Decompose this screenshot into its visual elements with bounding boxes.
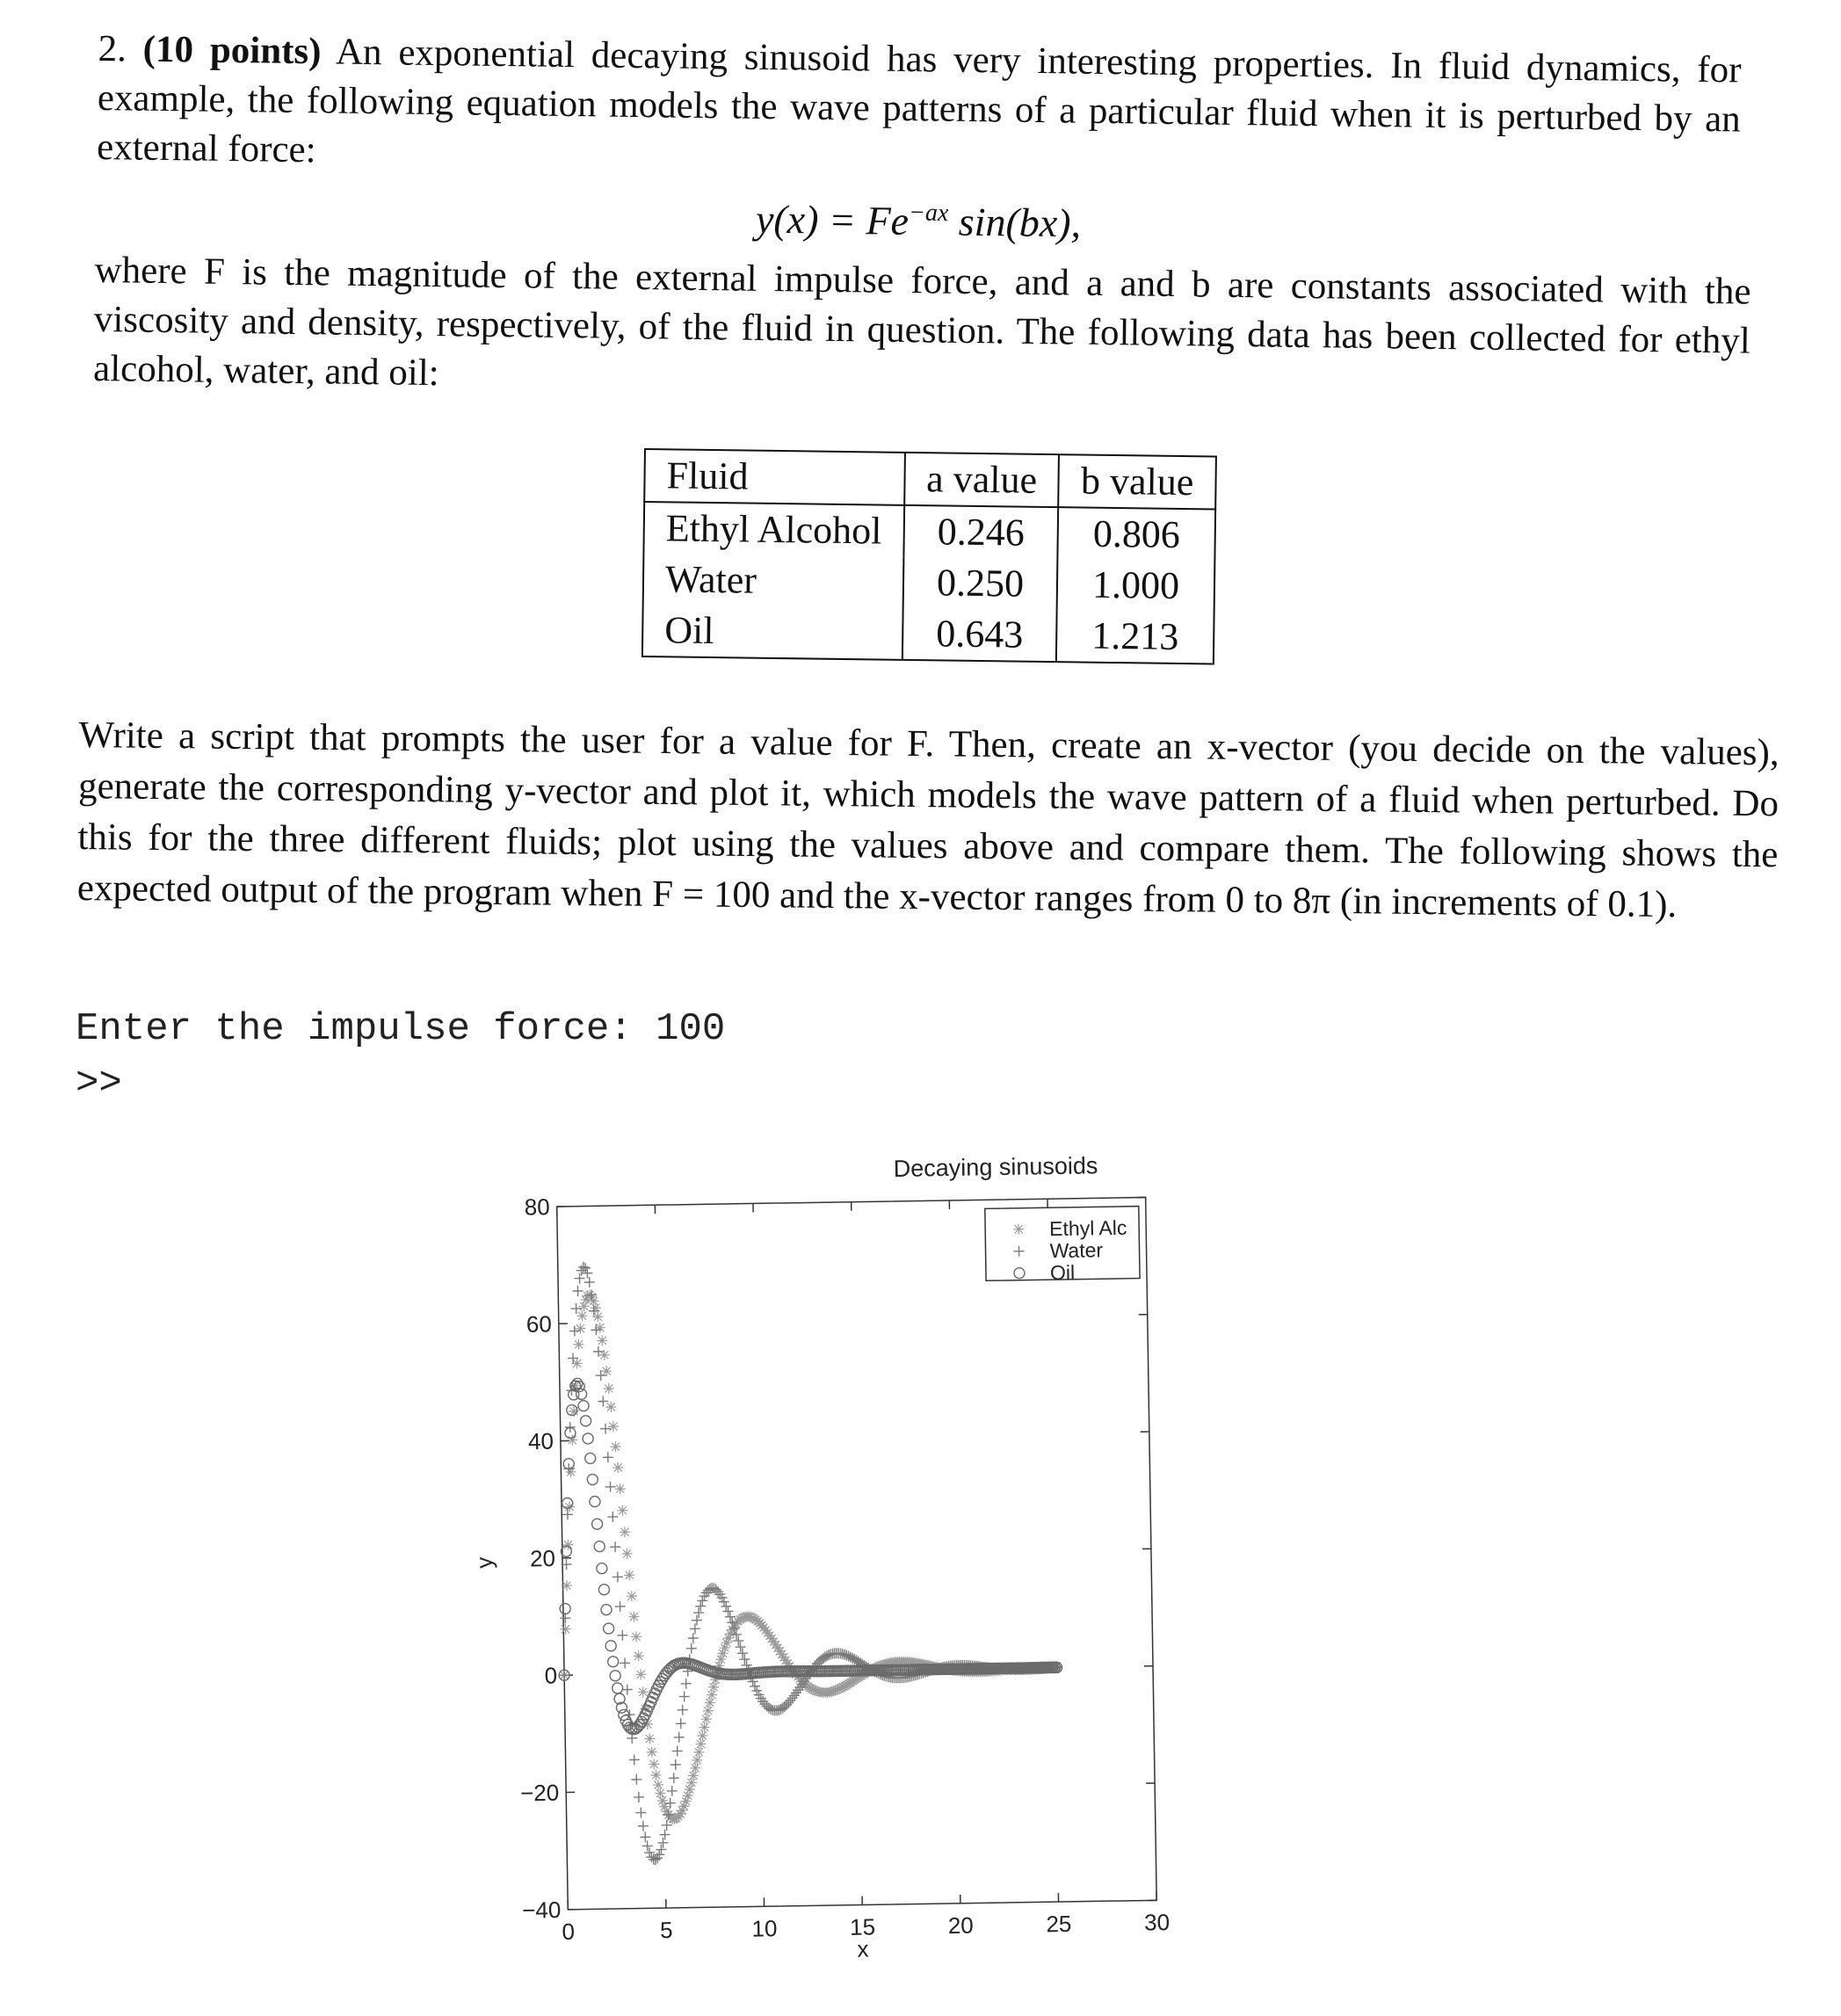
problem-points: (10 points) <box>142 28 322 73</box>
data-point <box>635 1808 646 1818</box>
data-point <box>701 1714 712 1724</box>
data-point <box>610 1541 620 1552</box>
data-point <box>672 1745 683 1756</box>
data-point <box>699 1722 710 1732</box>
data-point <box>610 1671 620 1681</box>
cell-b: 1.000 <box>1057 559 1214 612</box>
data-point <box>575 1323 585 1334</box>
data-point <box>692 1755 702 1766</box>
legend-label: Ethyl Alc <box>1048 1215 1127 1241</box>
data-point <box>615 1483 626 1494</box>
data-point <box>612 1571 623 1582</box>
data-point <box>605 1641 616 1651</box>
data-point <box>598 1396 608 1406</box>
cell-a: 0.250 <box>902 557 1058 610</box>
table-row <box>643 554 1214 613</box>
cell-b: 0.806 <box>1058 507 1215 561</box>
data-point <box>594 1541 605 1552</box>
table-row <box>642 605 1214 664</box>
console-prompt-symbol: >> <box>76 1062 122 1106</box>
data-point <box>651 1770 662 1780</box>
data-point <box>655 1788 665 1799</box>
data-point <box>612 1683 623 1693</box>
data-point <box>574 1273 584 1284</box>
data-point <box>597 1563 607 1574</box>
table-header-row <box>644 449 1215 510</box>
data-point <box>603 1452 613 1462</box>
data-point <box>612 1462 623 1473</box>
header-a-value: a value <box>904 453 1060 507</box>
data-point <box>670 1759 681 1770</box>
plot-frame <box>557 1197 1156 1909</box>
fluid-table-container <box>641 448 1217 665</box>
data-point <box>725 1612 736 1622</box>
data-point <box>604 1383 614 1394</box>
data-point <box>681 1679 692 1689</box>
data-point <box>610 1441 620 1452</box>
data-point <box>703 1706 714 1716</box>
data-point <box>692 1615 702 1626</box>
data-point <box>688 1633 699 1643</box>
data-point <box>631 1774 641 1785</box>
x-tick-label: 30 <box>1143 1909 1171 1936</box>
data-point <box>693 1607 704 1618</box>
series-water <box>553 1254 1065 1867</box>
data-point <box>587 1474 598 1484</box>
data-point <box>598 1585 609 1595</box>
data-point <box>638 1686 649 1697</box>
x-tick-label: 25 <box>1046 1910 1072 1938</box>
data-point <box>631 1631 641 1642</box>
data-point <box>591 1302 601 1313</box>
console-prompt-line: Enter the impulse force: 100 <box>76 1007 726 1051</box>
problem-intro: An exponential decaying sinusoid has very interesting properties. In fluid dynamics, for example, the following equation models the wave patterns of a particular fluid when it is perturbed by an external force: <box>96 31 1742 171</box>
data-point <box>695 1601 706 1612</box>
data-point <box>597 1335 607 1345</box>
equation-exponent: −ax <box>908 199 949 228</box>
data-point <box>624 1570 634 1580</box>
data-point <box>736 1642 746 1652</box>
data-point <box>678 1705 688 1715</box>
data-point <box>669 1773 679 1783</box>
y-axis-label: y <box>470 1556 498 1570</box>
data-point <box>649 1759 659 1769</box>
data-point <box>604 1623 614 1634</box>
equation <box>756 196 1082 247</box>
y-tick-label: 20 <box>529 1545 556 1572</box>
problem-number: 2. <box>98 27 127 70</box>
data-point <box>584 1277 595 1287</box>
data-point <box>695 1738 706 1749</box>
data-point <box>707 1689 717 1700</box>
data-point <box>572 1286 583 1296</box>
data-point <box>573 1339 583 1350</box>
data-point <box>627 1591 637 1601</box>
data-point <box>739 1654 750 1664</box>
data-point <box>608 1421 619 1432</box>
data-point <box>571 1303 582 1314</box>
console-output <box>76 1002 725 1111</box>
x-tick-label: 20 <box>947 1911 974 1940</box>
data-point <box>690 1623 700 1634</box>
data-point <box>685 1784 695 1795</box>
data-point <box>653 1780 663 1790</box>
legend-marker <box>1013 1224 1024 1235</box>
data-point <box>674 1732 685 1743</box>
cell-fluid: Oil <box>642 605 902 660</box>
data-point <box>615 1601 626 1612</box>
data-point <box>601 1605 612 1615</box>
y-tick-label: 0 <box>544 1662 558 1689</box>
axis-ticks <box>511 1184 1170 1945</box>
data-point <box>622 1684 633 1694</box>
cell-fluid: Water <box>643 554 903 608</box>
where-paragraph: where F is the magnitude of the external impulse force, and a and b are constants associated with the viscosity and density, respectively, of the fluid in question. The following data has been collected for ethyl alcohol, water, and oil: <box>92 249 1751 395</box>
y-tick-label: 80 <box>524 1193 550 1221</box>
data-point <box>600 1424 611 1434</box>
equation-lhs: y(x) = Fe <box>755 196 910 243</box>
x-axis-label: x <box>857 1935 869 1962</box>
data-point <box>562 1540 573 1550</box>
y-tick-label: 40 <box>527 1427 554 1455</box>
data-point <box>640 1831 650 1842</box>
data-point <box>622 1548 633 1559</box>
data-point <box>697 1730 707 1741</box>
cell-a: 0.246 <box>903 505 1059 559</box>
data-point <box>591 1519 602 1529</box>
data-point <box>676 1718 686 1729</box>
data-point <box>705 1697 715 1708</box>
data-point <box>605 1402 616 1412</box>
cell-fluid: Ethyl Alcohol <box>643 502 903 557</box>
data-point <box>679 1691 690 1701</box>
data-point <box>688 1770 699 1780</box>
chart-title: Decaying sinusoids <box>893 1152 1098 1182</box>
data-point <box>644 1733 655 1744</box>
legend-label: Oil <box>1049 1260 1076 1285</box>
data-point <box>585 1453 596 1463</box>
data-point <box>638 1821 649 1831</box>
data-point <box>560 1603 570 1614</box>
data-point <box>576 1389 587 1399</box>
data-point <box>608 1657 619 1667</box>
data-point <box>629 1754 640 1765</box>
data-point <box>620 1657 630 1668</box>
data-point <box>560 1624 570 1635</box>
data-point <box>686 1777 697 1788</box>
data-point <box>567 1435 577 1446</box>
chart-legend <box>985 1207 1140 1286</box>
data-point <box>647 1747 657 1758</box>
data-point <box>722 1606 733 1616</box>
data-point <box>733 1635 743 1646</box>
cell-a: 0.643 <box>902 608 1058 662</box>
data-point <box>596 1370 606 1381</box>
data-series <box>553 1254 1065 1867</box>
y-tick-label: −40 <box>521 1896 562 1924</box>
data-point <box>667 1786 678 1796</box>
data-point <box>642 1840 653 1851</box>
decaying-sinusoids-chart <box>433 1135 1466 1976</box>
data-point <box>635 1669 646 1679</box>
data-point <box>657 1838 668 1848</box>
data-point <box>617 1630 627 1641</box>
data-point <box>562 1580 572 1591</box>
data-point <box>590 1497 600 1507</box>
equation-rhs: sin(bx), <box>948 199 1082 246</box>
data-point <box>607 1512 618 1522</box>
table-row <box>643 502 1214 562</box>
data-point <box>708 1682 719 1693</box>
header-b-value: b value <box>1059 454 1216 509</box>
y-tick-label: 60 <box>525 1310 553 1338</box>
data-point <box>634 1792 644 1802</box>
x-tick-label: 15 <box>849 1913 876 1940</box>
data-point <box>578 1401 589 1411</box>
data-point <box>693 1747 704 1758</box>
task-paragraph: Write a script that prompts the user for a value for F. Then, create an x-vector (you decide on the values), generate the corresponding y-vector and plot it, which models the wave pattern of a fluid when perturbed. Do this for the three different fluids; plot using the values above and compare them. The following shows the expected output of the program when F = 100 and the x-vector ranges from 0 to 8π (in increments of 0.1). <box>76 714 1779 926</box>
x-tick-label: 5 <box>659 1916 673 1944</box>
data-point <box>686 1643 697 1654</box>
data-point <box>617 1505 627 1516</box>
data-point <box>605 1482 615 1492</box>
x-tick-label: 0 <box>562 1918 576 1945</box>
data-point <box>690 1763 700 1773</box>
header-fluid: Fluid <box>644 449 904 505</box>
data-point <box>628 1612 639 1622</box>
data-point <box>562 1509 573 1519</box>
x-tick-label: 10 <box>751 1915 778 1942</box>
series-ethyl-alc <box>553 1282 1064 1826</box>
data-point <box>660 1830 670 1840</box>
data-point <box>737 1648 748 1658</box>
data-point <box>583 1433 593 1444</box>
y-tick-label: −20 <box>519 1779 560 1807</box>
data-point <box>634 1650 644 1661</box>
chart-container <box>433 1135 1466 1976</box>
data-point <box>580 1416 591 1426</box>
data-point <box>576 1310 587 1321</box>
cell-b: 1.213 <box>1056 610 1214 664</box>
data-point <box>589 1295 599 1306</box>
problem-statement <box>97 25 1742 193</box>
data-point <box>620 1527 630 1537</box>
fluid-table <box>641 448 1217 665</box>
data-point <box>578 1301 589 1311</box>
legend-label: Water <box>1049 1238 1104 1263</box>
